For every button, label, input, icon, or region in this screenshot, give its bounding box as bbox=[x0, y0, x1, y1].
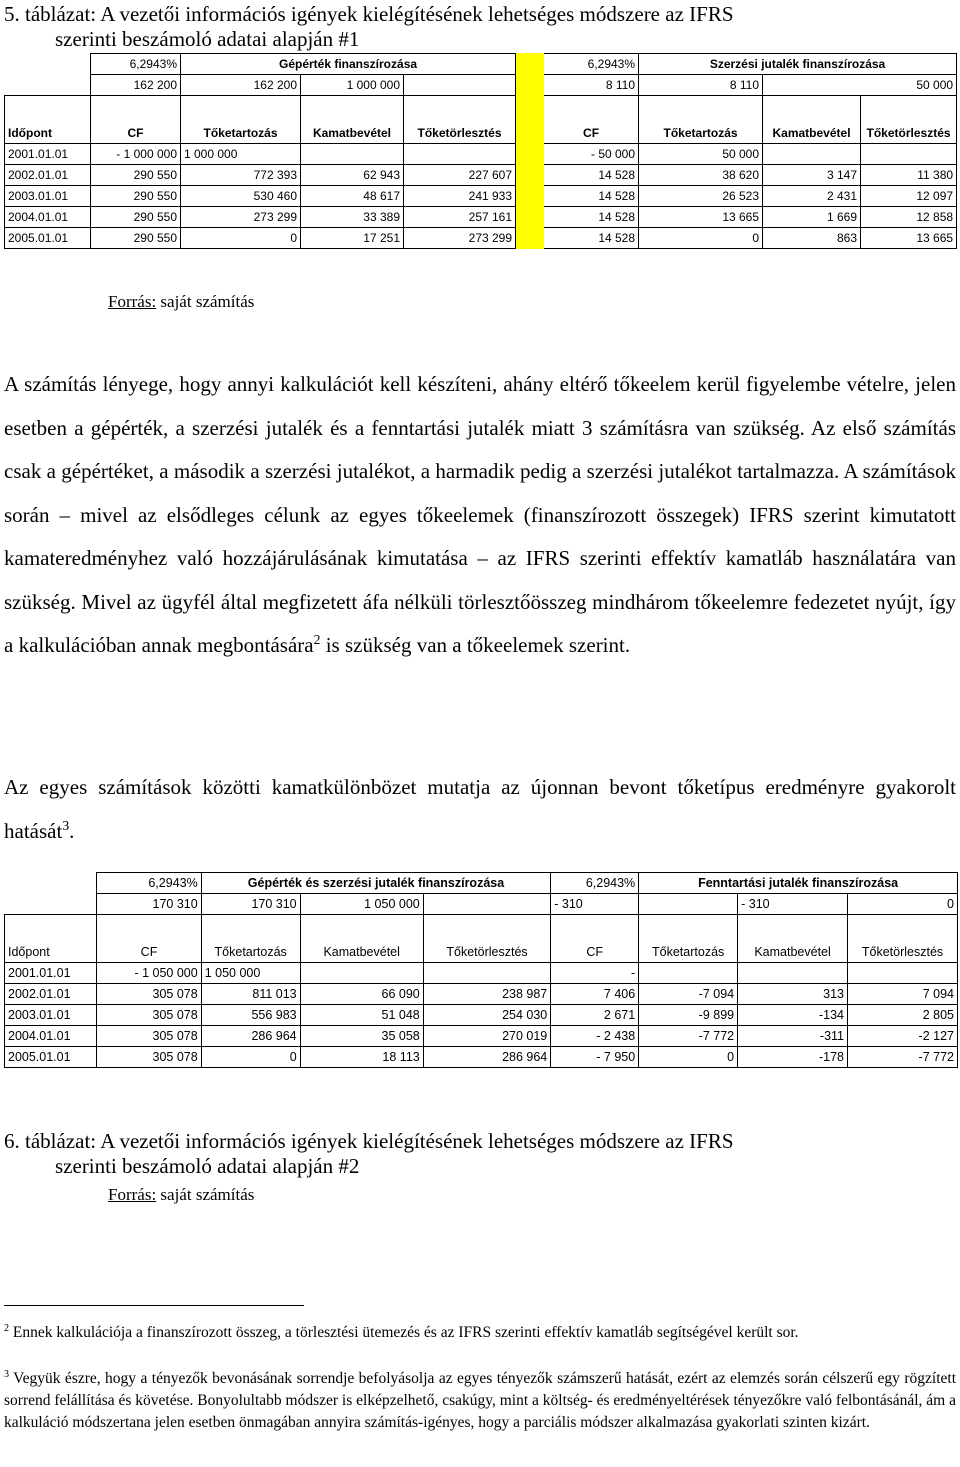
date-cell: 2002.01.01 bbox=[5, 984, 97, 1005]
table-cell: 305 078 bbox=[97, 1026, 201, 1047]
amount-cell: 162 200 bbox=[91, 75, 181, 96]
table-cell: 13 665 bbox=[639, 207, 763, 228]
footnote bbox=[4, 1322, 956, 1344]
date-cell: 2002.01.01 bbox=[5, 165, 91, 186]
table-cell bbox=[738, 963, 848, 984]
column-header: Tőketörlesztés bbox=[423, 915, 551, 963]
table-cell bbox=[423, 963, 551, 984]
table-cell: 530 460 bbox=[181, 186, 301, 207]
table-cell: 14 528 bbox=[544, 165, 639, 186]
amount-cell: 8 110 bbox=[639, 75, 763, 96]
date-cell: 2003.01.01 bbox=[5, 1005, 97, 1026]
group-title: Gépérték finanszírozása bbox=[181, 54, 516, 75]
column-header: Tőketartozás bbox=[181, 96, 301, 144]
table-cell: 305 078 bbox=[97, 984, 201, 1005]
table-cell bbox=[861, 144, 957, 165]
table-header-row bbox=[5, 915, 958, 963]
table-cell: 35 058 bbox=[300, 1026, 423, 1047]
table-cell: 305 078 bbox=[97, 1005, 201, 1026]
table-cell: - 7 950 bbox=[551, 1047, 639, 1068]
footnote-text: Ennek kalkulációja a finanszírozott összeg, a törlesztési ütemezés és az IFRS szerinti effektív kamatláb segítségével került sor. bbox=[9, 1324, 799, 1341]
footnote-number: 2 bbox=[4, 1322, 10, 1334]
amount-cell: 162 200 bbox=[181, 75, 301, 96]
footnote-number: 3 bbox=[4, 1368, 10, 1380]
source-note bbox=[108, 1185, 254, 1205]
table-cell: 270 019 bbox=[423, 1026, 551, 1047]
group-title: Fenntartási jutalék finanszírozása bbox=[639, 873, 958, 894]
footnote-ref[interactable]: 3 bbox=[62, 817, 70, 833]
group-title: Szerzési jutalék finanszírozása bbox=[639, 54, 957, 75]
table-cell: 1 000 000 bbox=[181, 144, 301, 165]
source-text: saját számítás bbox=[156, 1185, 255, 1204]
table-cell: 14 528 bbox=[544, 186, 639, 207]
table-cell: 273 299 bbox=[181, 207, 301, 228]
table-cell: 772 393 bbox=[181, 165, 301, 186]
table-row bbox=[5, 963, 958, 984]
footnote-text: Vegyük észre, hogy a tényezők bevonásának sorrendje befolyásolja az egyes tényezők számszerű hatását, ezért az elemzés során célszerű egy rögzített sorrend felállítása és követése. Bonyolultabb módszer is elképzelhető, csakúgy, mint a költség- és eredményeltérések tényezőkre való felbontásánál, ám a kalkuláció módszertana jelen esetben önmagában annyira számítás-igényes, hogy a parciális módszer alkalmazása gyakorlati szinten kizárt. bbox=[4, 1370, 956, 1431]
table-row bbox=[5, 165, 957, 186]
table-cell bbox=[763, 144, 861, 165]
table-cell: 7 406 bbox=[551, 984, 639, 1005]
table-cell: 50 000 bbox=[639, 144, 763, 165]
column-header: Időpont bbox=[5, 96, 91, 144]
table-cell: 0 bbox=[201, 1047, 300, 1068]
amount-cell: 8 110 bbox=[544, 75, 639, 96]
table-cell: 1 669 bbox=[763, 207, 861, 228]
table-cell: 14 528 bbox=[544, 228, 639, 249]
amount-cell: 170 310 bbox=[201, 894, 300, 915]
table-cell: 2 671 bbox=[551, 1005, 639, 1026]
column-header: Tőketartozás bbox=[639, 96, 763, 144]
table-cell: -134 bbox=[738, 1005, 848, 1026]
table-caption-6 bbox=[4, 1129, 734, 1179]
table-caption-5 bbox=[4, 2, 734, 52]
column-header: CF bbox=[544, 96, 639, 144]
table-cell: 0 bbox=[181, 228, 301, 249]
table-cell: 7 094 bbox=[848, 984, 958, 1005]
table-cell: 241 933 bbox=[404, 186, 516, 207]
table-cell: - 2 438 bbox=[551, 1026, 639, 1047]
table-cell: -7 772 bbox=[848, 1047, 958, 1068]
date-cell: 2004.01.01 bbox=[5, 207, 91, 228]
group-title: Gépérték és szerzési jutalék finanszírozása bbox=[201, 873, 551, 894]
column-header: CF bbox=[91, 96, 181, 144]
table-cell: 273 299 bbox=[404, 228, 516, 249]
column-header: Tőketartozás bbox=[201, 915, 300, 963]
rate-cell: 6,2943% bbox=[97, 873, 201, 894]
table-6 bbox=[4, 872, 958, 1068]
table-cell: - 50 000 bbox=[544, 144, 639, 165]
table-row bbox=[5, 144, 957, 165]
table-cell bbox=[404, 144, 516, 165]
table-cell: - 1 000 000 bbox=[91, 144, 181, 165]
table-cell: 290 550 bbox=[91, 207, 181, 228]
date-cell: 2001.01.01 bbox=[5, 144, 91, 165]
date-cell: 2004.01.01 bbox=[5, 1026, 97, 1047]
table-cell: 14 528 bbox=[544, 207, 639, 228]
source-label: Forrás: bbox=[108, 292, 157, 311]
table-cell: - 1 050 000 bbox=[97, 963, 201, 984]
amount-cell: - 310 bbox=[551, 894, 639, 915]
source-note bbox=[108, 292, 254, 312]
table-cell: 0 bbox=[639, 228, 763, 249]
body-paragraph bbox=[4, 766, 956, 853]
column-header: Kamatbevétel bbox=[763, 96, 861, 144]
column-header: CF bbox=[551, 915, 639, 963]
column-header: Tőketörlesztés bbox=[848, 915, 958, 963]
table-cell: 286 964 bbox=[201, 1026, 300, 1047]
table-cell: 26 523 bbox=[639, 186, 763, 207]
table-cell: -178 bbox=[738, 1047, 848, 1068]
footnote bbox=[4, 1368, 956, 1434]
paragraph-text-end: . bbox=[69, 818, 75, 843]
rate-cell: 6,2943% bbox=[544, 54, 639, 75]
source-label: Forrás: bbox=[108, 1185, 157, 1204]
table-row bbox=[5, 1005, 958, 1026]
table-row bbox=[5, 54, 957, 75]
table-row bbox=[5, 207, 957, 228]
body-paragraph bbox=[4, 363, 956, 668]
table-cell: 305 078 bbox=[97, 1047, 201, 1068]
table-row bbox=[5, 75, 957, 96]
table-cell: 286 964 bbox=[423, 1047, 551, 1068]
date-cell: 2003.01.01 bbox=[5, 186, 91, 207]
column-header: Kamatbevétel bbox=[301, 96, 404, 144]
table-cell: -2 127 bbox=[848, 1026, 958, 1047]
caption-line: 5. táblázat: A vezetői információs igények kielégítésének lehetséges módszere az IFRS bbox=[4, 2, 734, 26]
date-cell: 2005.01.01 bbox=[5, 228, 91, 249]
caption-line: szerinti beszámoló adatai alapján #1 bbox=[55, 27, 360, 51]
amount-cell: - 310 bbox=[738, 894, 848, 915]
paragraph-text: A számítás lényege, hogy annyi kalkulációt kell készíteni, ahány eltérő tőkeelem kerül figyelembe vételre, jelen esetben a gépérték, a szerzési jutalék és a fenntartási jutalék miatt 3 számításra van szükség. Az első számítás csak a gépértéket, a második a szerzési jutalékot, a harmadik pedig a szerzési jutalékot tartalmazza. A számítások során – mivel az elsődleges célunk az egyes tőkeelemek (finanszírozott összegek) IFRS szerint kimutatott kamateredményhez való hozzájárulásának kimutatása – az IFRS szerinti effektív kamatláb használatára van szükség. Mivel az ügyfél által megfizetett áfa nélküli törlesztőösszeg mindhárom tőkeelemre fedezetet nyújt, így a kalkulációban annak megbontására bbox=[4, 372, 956, 657]
table-cell: 2 805 bbox=[848, 1005, 958, 1026]
table-header-row bbox=[5, 96, 957, 144]
table-cell: 290 550 bbox=[91, 228, 181, 249]
rate-cell: 6,2943% bbox=[91, 54, 181, 75]
table-cell: 3 147 bbox=[763, 165, 861, 186]
table-cell: 33 389 bbox=[301, 207, 404, 228]
column-header: Időpont bbox=[5, 915, 97, 963]
column-header: Kamatbevétel bbox=[738, 915, 848, 963]
table-cell: 290 550 bbox=[91, 186, 181, 207]
footnote-separator bbox=[4, 1305, 304, 1306]
source-text: saját számítás bbox=[156, 292, 255, 311]
table-cell: - bbox=[551, 963, 639, 984]
paragraph-text-end: is szükség van a tőkeelemek szerint. bbox=[320, 633, 631, 657]
column-header: Tőketörlesztés bbox=[861, 96, 957, 144]
table-cell: 863 bbox=[763, 228, 861, 249]
table-row bbox=[5, 228, 957, 249]
table-row bbox=[5, 1026, 958, 1047]
column-header: Tőketörlesztés bbox=[404, 96, 516, 144]
table-5 bbox=[4, 53, 957, 249]
amount-cell: 0 bbox=[848, 894, 958, 915]
table-cell: 18 113 bbox=[300, 1047, 423, 1068]
table-cell: 313 bbox=[738, 984, 848, 1005]
table-row bbox=[5, 186, 957, 207]
column-header: Tőketartozás bbox=[639, 915, 738, 963]
table-cell: -311 bbox=[738, 1026, 848, 1047]
table-cell: 13 665 bbox=[861, 228, 957, 249]
table-cell bbox=[301, 144, 404, 165]
table-row bbox=[5, 894, 958, 915]
table-cell bbox=[639, 963, 738, 984]
amount-cell: 170 310 bbox=[97, 894, 201, 915]
table-cell: 48 617 bbox=[301, 186, 404, 207]
column-header: CF bbox=[97, 915, 201, 963]
table-cell: 556 983 bbox=[201, 1005, 300, 1026]
table-cell: 811 013 bbox=[201, 984, 300, 1005]
table-cell: 238 987 bbox=[423, 984, 551, 1005]
rate-cell: 6,2943% bbox=[551, 873, 639, 894]
date-cell: 2001.01.01 bbox=[5, 963, 97, 984]
table-cell bbox=[300, 963, 423, 984]
date-cell: 2005.01.01 bbox=[5, 1047, 97, 1068]
table-cell: 62 943 bbox=[301, 165, 404, 186]
footnote-ref[interactable]: 2 bbox=[313, 632, 321, 647]
table-cell: 12 097 bbox=[861, 186, 957, 207]
table-cell: 1 050 000 bbox=[201, 963, 300, 984]
amount-cell: 1 000 000 bbox=[301, 75, 404, 96]
table-cell: 17 251 bbox=[301, 228, 404, 249]
table-cell bbox=[848, 963, 958, 984]
table-cell: 2 431 bbox=[763, 186, 861, 207]
table-cell: 0 bbox=[639, 1047, 738, 1068]
amount-cell: 50 000 bbox=[763, 75, 957, 96]
table-row bbox=[5, 1047, 958, 1068]
table-cell: -7 772 bbox=[639, 1026, 738, 1047]
table-cell: 38 620 bbox=[639, 165, 763, 186]
table-cell: 12 858 bbox=[861, 207, 957, 228]
paragraph-text: Az egyes számítások közötti kamatkülönbözet mutatja az újonnan bevont tőketípus eredményre gyakorolt hatását bbox=[4, 775, 956, 843]
table-cell: 290 550 bbox=[91, 165, 181, 186]
table-cell: 66 090 bbox=[300, 984, 423, 1005]
table-cell: 227 607 bbox=[404, 165, 516, 186]
table-row bbox=[5, 873, 958, 894]
caption-line: 6. táblázat: A vezetői információs igények kielégítésének lehetséges módszere az IFRS bbox=[4, 1129, 734, 1153]
table-cell: 254 030 bbox=[423, 1005, 551, 1026]
caption-line: szerinti beszámoló adatai alapján #2 bbox=[55, 1154, 360, 1178]
table-row bbox=[5, 984, 958, 1005]
table-cell: 257 161 bbox=[404, 207, 516, 228]
table-cell: -7 094 bbox=[639, 984, 738, 1005]
table-cell: 11 380 bbox=[861, 165, 957, 186]
column-header: Kamatbevétel bbox=[300, 915, 423, 963]
table-cell: 51 048 bbox=[300, 1005, 423, 1026]
table-cell: -9 899 bbox=[639, 1005, 738, 1026]
amount-cell: 1 050 000 bbox=[300, 894, 423, 915]
